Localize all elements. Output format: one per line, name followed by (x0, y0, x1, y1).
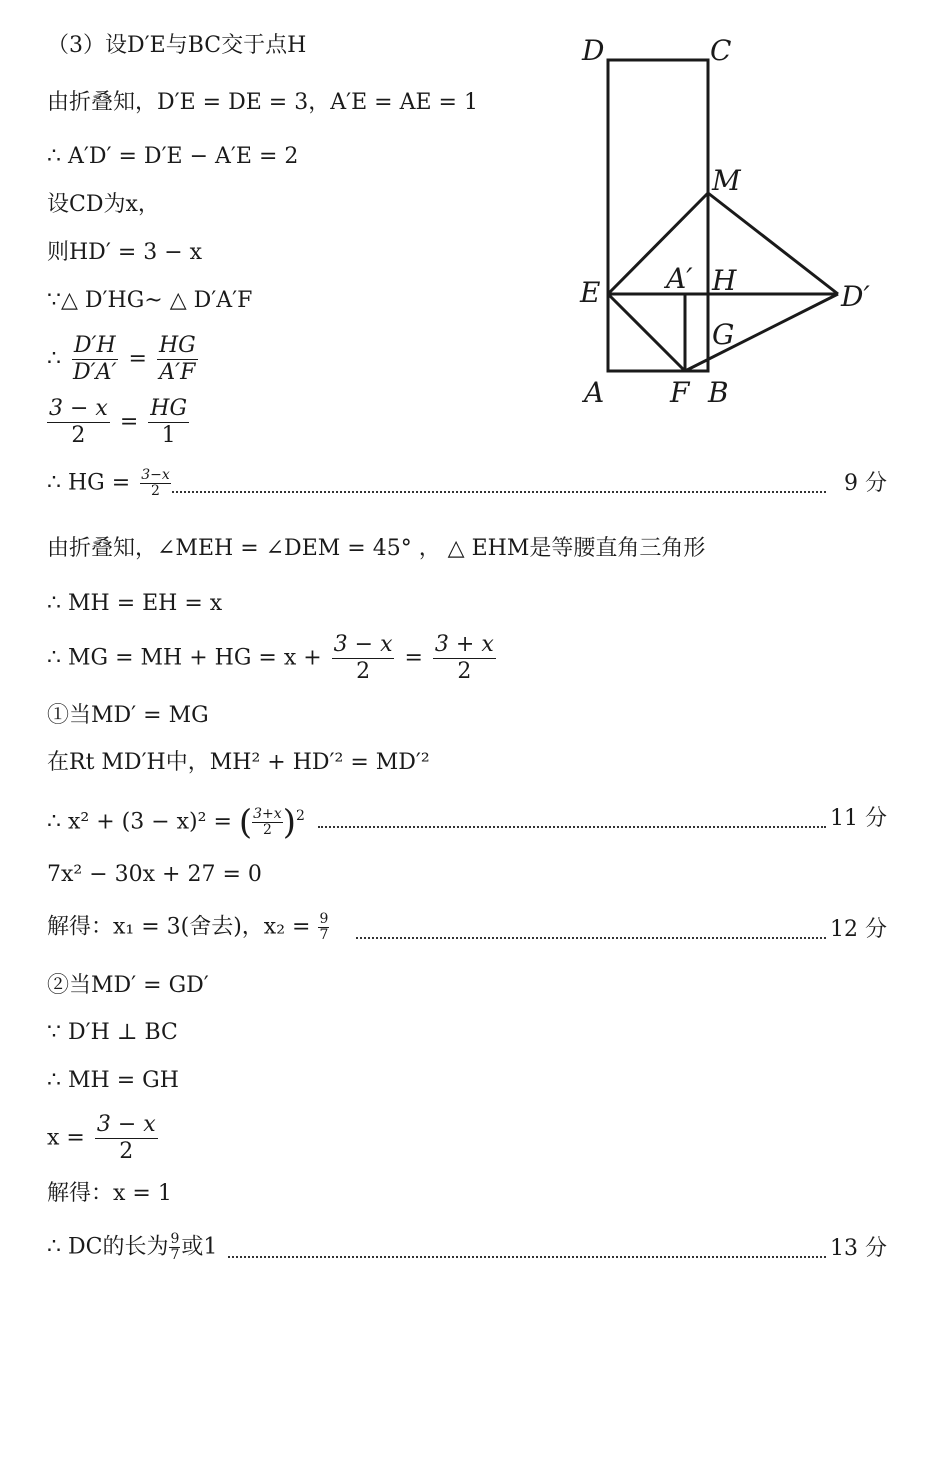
fraction: $\frac{3 - x}{2}$ (333, 632, 393, 684)
label-f: F (670, 376, 690, 409)
line-3: ∴ A′D′ = D′E − A′E = 2 (47, 144, 299, 169)
fraction: $\frac{D'H}{D'A'}$ (73, 333, 117, 385)
score-9: 9 分 (844, 471, 887, 496)
segment-em (608, 193, 708, 294)
fraction: $\frac{HG}{A'F}$ (158, 333, 196, 385)
label-a: A (584, 376, 605, 409)
line-1: （3）设D′E与BC交于点H (47, 33, 307, 58)
line-6: ∵△ D′HG~ △ D′A′F (47, 288, 253, 313)
fraction: $\frac{3 - x}{2}$ (49, 396, 108, 448)
rectangle-abcd (608, 60, 708, 371)
line-18: ②当MD′ = GD′ (47, 973, 209, 998)
label-a-prime: A′ (666, 262, 693, 295)
fraction: $\frac{9}{7}$ (319, 911, 329, 943)
geometry-figure (560, 20, 900, 420)
fraction: $\frac{9}{7}$ (170, 1231, 180, 1263)
line-20: ∴ MH = GH (47, 1068, 179, 1093)
line-19: ∵ D′H ⊥ BC (47, 1020, 178, 1045)
line-23: ∴ DC的长为 $\frac{9}{7}$ 或1 (47, 1231, 218, 1263)
segment-ef (608, 294, 685, 371)
label-e: E (580, 276, 601, 309)
line-5: 则HD′ = 3 − x (47, 240, 203, 265)
label-d: D (582, 34, 605, 67)
score-13: 13 分 (830, 1236, 887, 1261)
line-9: ∴ HG = $\frac{3-x}{2}$ (47, 467, 170, 499)
label-m: M (712, 164, 741, 197)
label-h: H (712, 264, 737, 297)
label-b: B (708, 376, 729, 409)
fraction: $\frac{3-x}{2}$ (141, 467, 170, 499)
label-g: G (712, 318, 735, 351)
line-2: 由折叠知，D′E = DE = 3，A′E = AE = 1 (47, 90, 478, 115)
line-15: ∴ x² + (3 − x)² = ( $\frac{3+x}{2}$ )$^2$ (47, 802, 305, 843)
line-12: ∴ MG = MH + HG = x + $\frac{3 - x}{2}$ = $\frac{3 + x}{2}$ (47, 632, 494, 684)
line-11: ∴ MH = EH = x (47, 591, 223, 616)
therefore-symbol: ∴ (47, 346, 61, 372)
line-10: 由折叠知，∠MEH = ∠DEM = 45° ， △ EHM是等腰直角三角形 (47, 536, 706, 561)
line-16: 7x² − 30x + 27 = 0 (47, 862, 262, 887)
score-12: 12 分 (830, 917, 887, 942)
line-4: 设CD为x， (47, 192, 160, 217)
label-d-prime: D′ (841, 280, 870, 313)
fraction: $\frac{3 - x}{2}$ (96, 1112, 156, 1164)
line-14: 在Rt MD′H中，MH² + HD′² = MD′² (47, 750, 430, 775)
line-22: 解得：x = 1 (47, 1181, 172, 1206)
line-8: $\frac{3 - x}{2}$ = $\frac{HG}{1}$ (49, 396, 188, 448)
line-13: ①当MD′ = MG (47, 703, 209, 728)
line-17: 解得：x₁ = 3(舍去)，x₂ = $\frac{9}{7}$ (47, 911, 329, 943)
score-11: 11 分 (830, 806, 887, 831)
fraction: $\frac{3 + x}{2}$ (434, 632, 494, 684)
fraction: $\frac{HG}{1}$ (150, 396, 188, 448)
fraction: $\frac{3+x}{2}$ (253, 805, 282, 838)
line-7: ∴ $\frac{D'H}{D'A'}$ = $\frac{HG}{A'F}$ (47, 333, 196, 385)
label-c: C (710, 34, 732, 67)
line-21: x = $\frac{3 - x}{2}$ (47, 1112, 156, 1164)
